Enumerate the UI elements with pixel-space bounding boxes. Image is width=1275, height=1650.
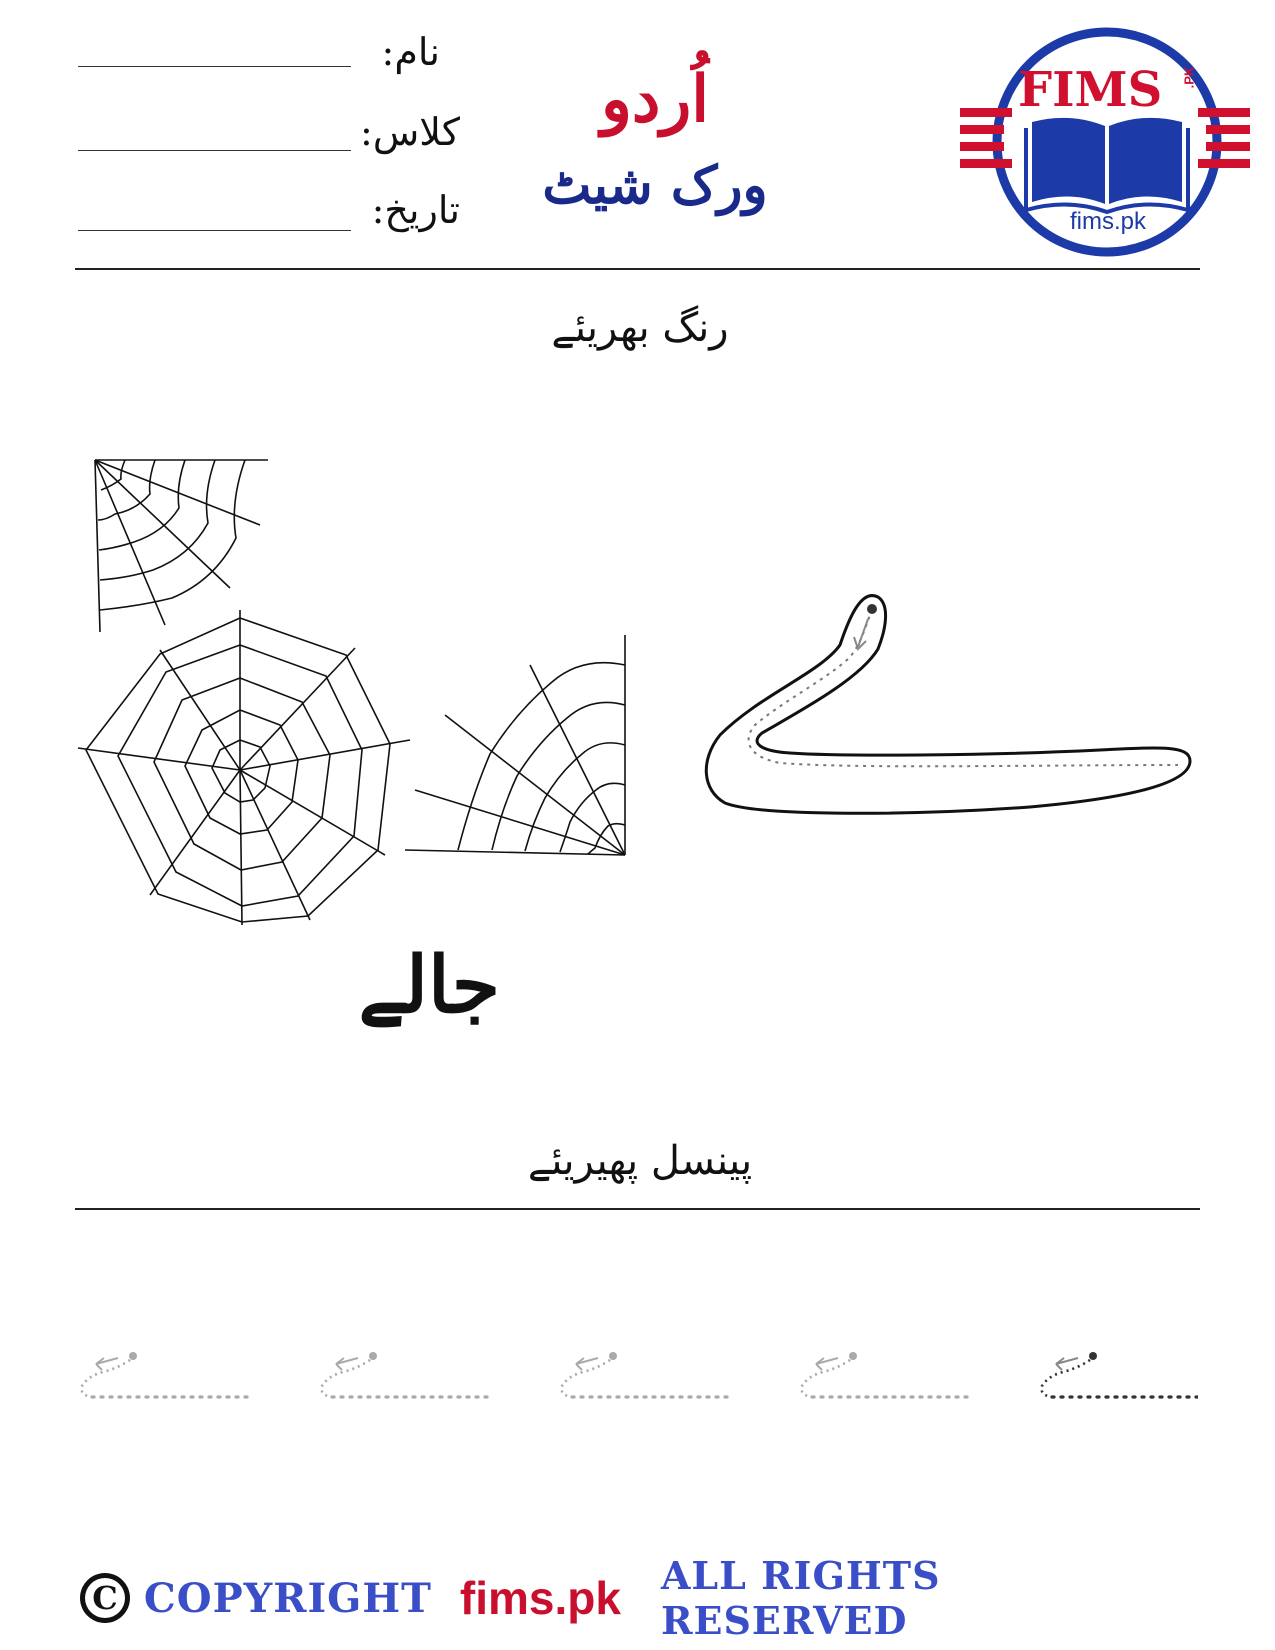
logo-suffix: .PK bbox=[1181, 66, 1197, 89]
trace-heading: پینسل پھیریئے bbox=[527, 1138, 753, 1184]
class-line[interactable] bbox=[78, 150, 351, 151]
trace-item[interactable] bbox=[562, 1352, 728, 1397]
rights-text: ALL RIGHTS RESERVED bbox=[660, 1553, 941, 1643]
date-line[interactable] bbox=[78, 230, 351, 231]
logo-site: fims.pk bbox=[1070, 208, 1147, 235]
trace-item[interactable] bbox=[322, 1352, 488, 1397]
round-web bbox=[78, 610, 410, 925]
copyright-text: COPYRIGHT bbox=[143, 1574, 432, 1622]
header-divider bbox=[75, 268, 1200, 270]
trace-item[interactable] bbox=[1042, 1352, 1198, 1397]
footer-site-link[interactable]: fims.pk bbox=[459, 1572, 621, 1624]
trace-item[interactable] bbox=[82, 1352, 248, 1397]
trace-row[interactable] bbox=[78, 1340, 1198, 1420]
trace-divider bbox=[75, 1208, 1200, 1210]
name-label: نام: bbox=[381, 30, 440, 74]
spider-webs-icon bbox=[70, 450, 670, 970]
page-title: اُردو bbox=[600, 62, 710, 137]
page-subtitle: ورک شیٹ bbox=[542, 155, 768, 216]
corner-web-right bbox=[405, 635, 625, 855]
picture-word: جالے bbox=[358, 940, 500, 1031]
copyright-icon: C bbox=[80, 1573, 130, 1623]
fims-logo bbox=[960, 24, 1250, 259]
logo-brand: FIMS bbox=[1018, 62, 1163, 118]
class-label: کلاس: bbox=[360, 110, 460, 154]
name-line[interactable] bbox=[78, 66, 351, 67]
trace-item[interactable] bbox=[802, 1352, 968, 1397]
date-label: تاریخ: bbox=[371, 188, 460, 232]
corner-web-top bbox=[95, 460, 268, 632]
letter-bari-ye-trace-outline-icon bbox=[700, 585, 1200, 825]
color-heading: رنگ بھریئے bbox=[551, 305, 729, 351]
copyright-footer bbox=[80, 1553, 1200, 1643]
